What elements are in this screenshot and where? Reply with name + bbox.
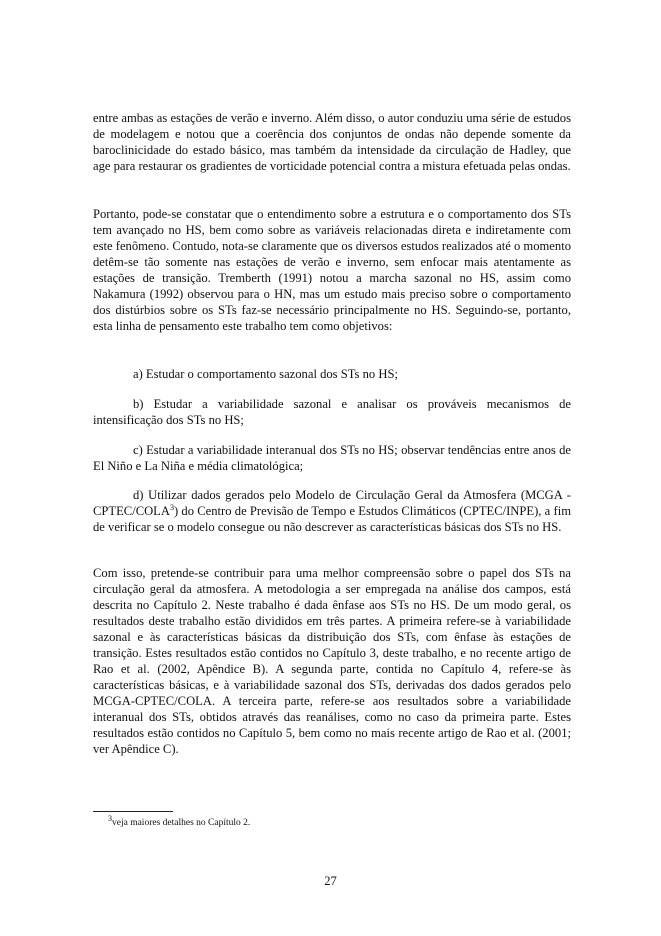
objective-d	[93, 487, 571, 535]
footnote-ref-mark: 3	[169, 502, 174, 512]
objective-a: a) Estudar o comportamento sazonal dos STs no HS;	[133, 367, 398, 381]
objective-d-text-end: ) do Centro de Previsão de Tempo e Estudos Climáticos (CPTEC/INPE), a fim de verificar se o modelo consegue ou não descrever as características básicas dos STs no HS.	[93, 504, 571, 534]
paragraph-portanto: Portanto, pode-se constatar que o entendimento sobre a estrutura e o comportamento dos STs tem avançado no HS, bem como sobre as variáveis relacionadas direta e indiretamente com este fenômeno. Contudo, nota-se claramente que os diversos estudos realizados até o momento detêm-se tão somente nas estações de verão e inverno, sem enfocar mais atentamente as estações de transição. Tremberth (1991) notou a marcha sazonal no HS, assim como Nakamura (1992) observou para o HN, mas um estudo mais preciso sobre o comportamento dos distúrbios sobre os STs faz-se necessário principalmente no HS. Seguindo-se, portanto, esta linha de pensamento este trabalho tem como objetivos:	[93, 207, 571, 333]
objective-d-text-start: d) Utilizar dados gerados pelo Modelo de Circulação Geral da Atmosfera (MCGA - CPTEC/COLA	[93, 488, 571, 518]
footnote-divider	[93, 811, 173, 812]
paragraph-hadley: entre ambas as estações de verão e inverno. Além disso, o autor conduziu uma série de estudos de modelagem e notou que a coerência dos conjuntos de ondas não depende somente da baroclinicidade do estado básico, mas também da intensidade da circulação de Hadley, que age para restaurar os gradientes de vorticidade potencial contra a mistura efetuada pelas ondas.	[93, 111, 571, 173]
footnote-mark: 3	[108, 813, 112, 823]
objective-b: b) Estudar a variabilidade sazonal e analisar os prováveis mecanismos de intensificação dos STs no HS;	[93, 397, 571, 427]
footnote-text: veja maiores detalhes no Capítulo 2.	[112, 818, 251, 828]
footnote	[108, 813, 251, 829]
objective-c: c) Estudar a variabilidade interanual dos STs no HS; observar tendências entre anos de El Niño e La Niña e média climatológica;	[93, 443, 571, 473]
page-number: 27	[324, 874, 337, 888]
paragraph-com-isso: Com isso, pretende-se contribuir para uma melhor compreensão sobre o papel dos STs na circulação geral da atmosfera. A metodologia a ser empregada na análise dos campos, está descrita no Capítulo 2. Neste trabalho é dada ênfase aos STs no HS. De um modo geral, os resultados deste trabalho estão divididos em três partes. A primeira refere-se à variabilidade sazonal e às características básicas da distribuição dos STs, com ênfase às estações de transição. Estes resultados estão contidos no Capítulo 3, deste trabalho, e no recente artigo de Rao et al. (2002, Apêndice B). A segunda parte, contida no Capítulo 4, refere-se às características básicas, e à variabilidade sazonal dos STs, derivadas dos dados gerados pelo MCGA-CPTEC/COLA. A terceira parte, refere-se aos resultados sobre a variabilidade interanual dos STs, obtidos através das reanálises, como no caso da primeira parte. Estes resultados estão contidos no Capítulo 5, bem como no mais recente artigo de Rao et al. (2001; ver Apêndice C).	[93, 566, 571, 756]
